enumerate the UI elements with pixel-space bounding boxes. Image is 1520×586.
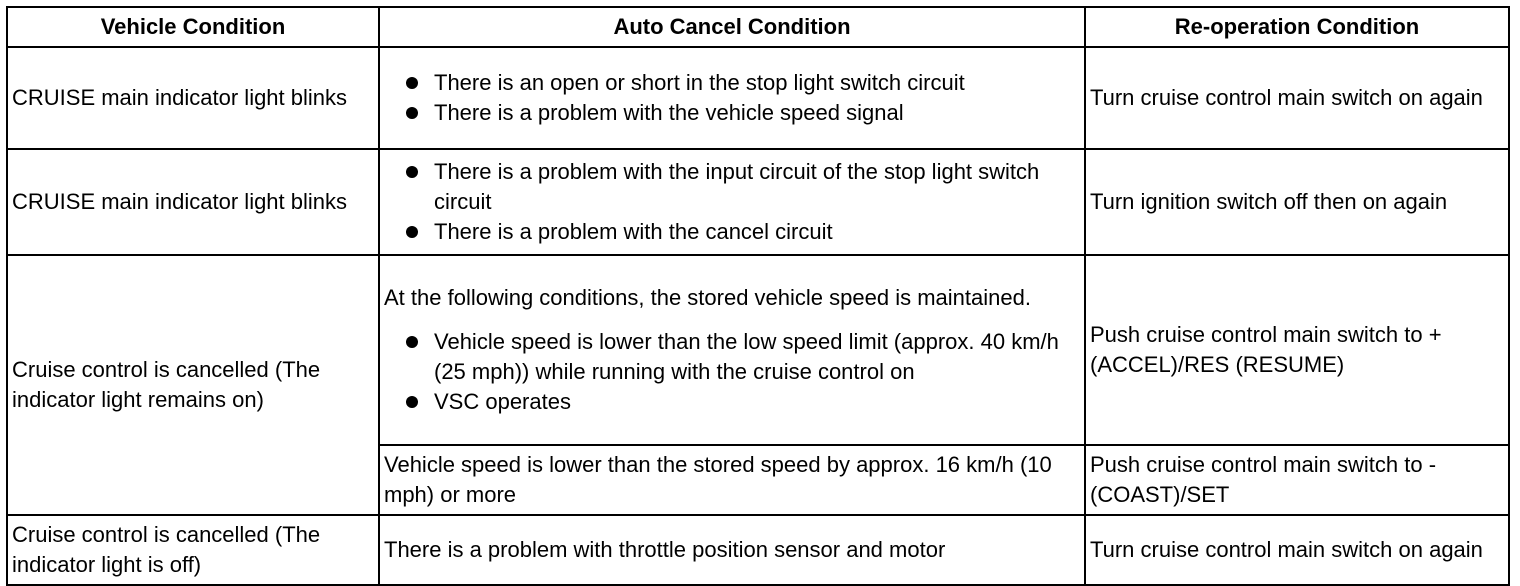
reoperation-cell: Push cruise control main switch to - (COAST)/SET	[1085, 445, 1509, 515]
vehicle-condition-cell: CRUISE main indicator light blinks	[7, 149, 379, 255]
table-row	[7, 255, 1509, 445]
list-item: Vehicle speed is lower than the low speed limit (approx. 40 km/h (25 mph)) while running with the cruise control on	[384, 327, 1080, 387]
auto-cancel-cell	[379, 149, 1085, 255]
list-item: There is a problem with the input circuit of the stop light switch circuit	[384, 157, 1080, 217]
bullet-list	[384, 68, 1080, 128]
bullet-list	[384, 327, 1080, 417]
list-item: There is a problem with the vehicle speed signal	[384, 98, 1080, 128]
list-item: There is a problem with the cancel circuit	[384, 217, 1080, 247]
cruise-cancel-table	[6, 6, 1510, 586]
vehicle-condition-cell: Cruise control is cancelled (The indicator light is off)	[7, 515, 379, 585]
bullet-list	[384, 157, 1080, 247]
reoperation-cell: Turn cruise control main switch on again	[1085, 47, 1509, 149]
auto-cancel-cell	[379, 47, 1085, 149]
table-row	[7, 47, 1509, 149]
vehicle-condition-cell: Cruise control is cancelled (The indicator light remains on)	[7, 255, 379, 515]
header-row	[7, 7, 1509, 47]
vehicle-condition-cell: CRUISE main indicator light blinks	[7, 47, 379, 149]
table-row	[7, 149, 1509, 255]
auto-cancel-cell	[379, 255, 1085, 445]
reoperation-cell: Turn cruise control main switch on again	[1085, 515, 1509, 585]
header-vehicle-condition: Vehicle Condition	[7, 7, 379, 47]
header-reoperation-condition: Re-operation Condition	[1085, 7, 1509, 47]
reoperation-cell: Turn ignition switch off then on again	[1085, 149, 1509, 255]
list-item: VSC operates	[384, 387, 1080, 417]
cancel-intro-text: At the following conditions, the stored vehicle speed is maintained.	[384, 285, 1031, 310]
header-auto-cancel-condition: Auto Cancel Condition	[379, 7, 1085, 47]
list-item: There is an open or short in the stop light switch circuit	[384, 68, 1080, 98]
auto-cancel-cell: There is a problem with throttle position sensor and motor	[379, 515, 1085, 585]
table-row	[7, 515, 1509, 585]
reoperation-cell: Push cruise control main switch to + (ACCEL)/RES (RESUME)	[1085, 255, 1509, 445]
auto-cancel-cell: Vehicle speed is lower than the stored speed by approx. 16 km/h (10 mph) or more	[379, 445, 1085, 515]
